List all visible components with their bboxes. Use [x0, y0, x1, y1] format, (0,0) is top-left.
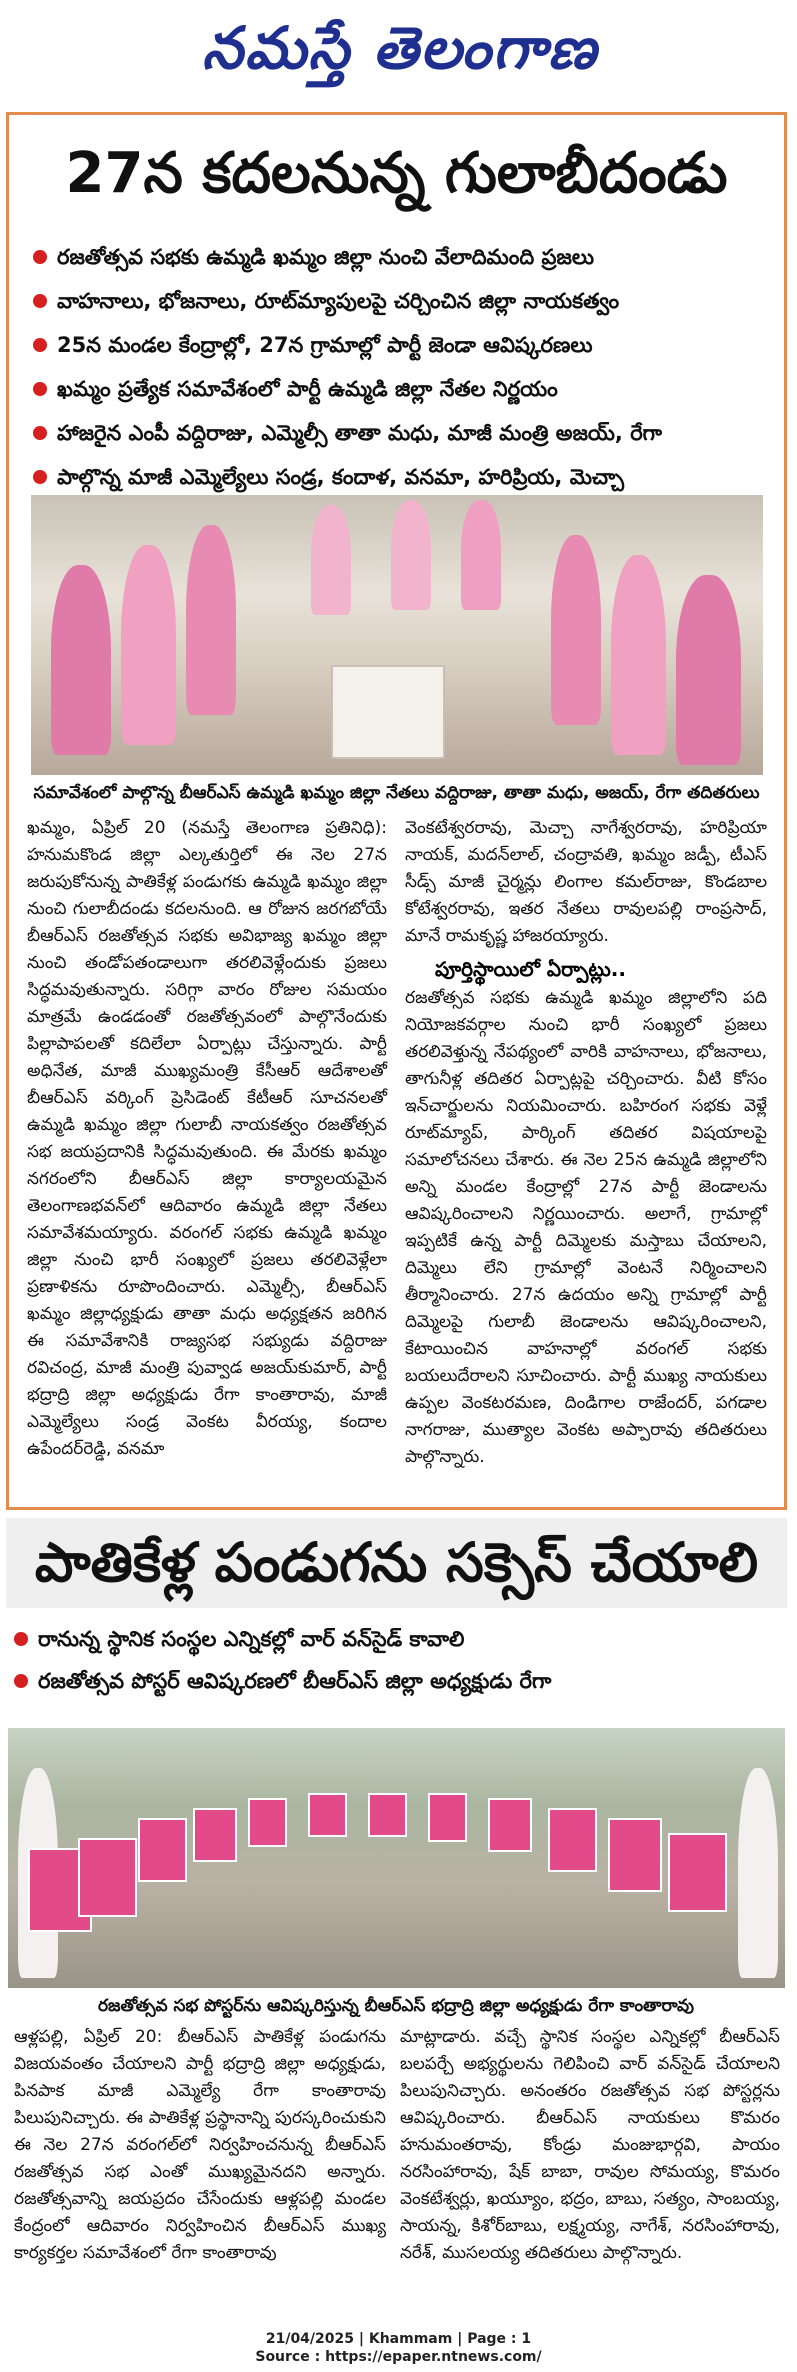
- article-2-column-left: [14, 2024, 387, 2263]
- person-figure: [551, 535, 601, 725]
- poster: [308, 1793, 347, 1837]
- page-footer: [0, 2330, 797, 2366]
- bullet-item: [29, 367, 769, 411]
- person-figure: [391, 500, 431, 610]
- person-figure: [311, 505, 351, 615]
- article-1-body-right-1: వెంకటేశ్వరరావు, మెచ్చా నాగేశ్వరరావు, హరిప్రియా నాయక్, మదన్‌లాల్, చంద్రావతి, ఖమ్మం జడ్పీ, టీఎస్ సీడ్స్ మాజీ చైర్మన్లు లింగాల కమల్‌రాజు, కొండబాల కోటేశ్వరరావు, ఇతర నేతలు రావులపల్లి రాంప్రసాద్, మానే రామకృష్ణ హాజరయ్యారు.: [405, 818, 767, 946]
- article-1: [6, 112, 787, 1510]
- person-figure: [461, 500, 501, 610]
- poster: [548, 1808, 597, 1872]
- article-2-column-right: [400, 2024, 780, 2263]
- person-figure: [186, 525, 236, 715]
- article-1-column-right: [405, 815, 767, 1495]
- poster: [248, 1798, 287, 1847]
- bullet-text: 25న మండల కేంద్రాల్లో, 27న గ్రామాల్లో పార్టీ జెండా ఆవిష్కరణలు: [57, 333, 593, 357]
- bullet-item: [29, 279, 769, 323]
- footer-date-line: 21/04/2025 | Khammam | Page : 1: [265, 2331, 532, 2347]
- poster: [428, 1793, 467, 1842]
- article-2: [6, 1518, 787, 2263]
- person-figure: [738, 1768, 778, 1978]
- masthead-logo: నమస్తే తెలంగాణ: [202, 14, 598, 82]
- article-1-bullets: [29, 235, 769, 499]
- article-2-photo: [8, 1728, 785, 1988]
- bullet-dot-icon: [14, 1632, 28, 1646]
- poster: [488, 1798, 532, 1852]
- poster: [193, 1808, 237, 1862]
- person-figure: [611, 555, 666, 755]
- article-2-body-right: మాట్లాడారు. వచ్చే స్థానిక సంస్థల ఎన్నికల్లో బీఆర్‌ఎస్ బలపర్చే అభ్యర్థులను గెలిపించి వార్ వన్‌సైడ్ చేయాలని పిలుపునిచ్చారు. అనంతరం రజతోత్సవ సభ పోస్టర్లను ఆవిష్కరించారు. బీఆర్‌ఎస్ నాయకులు కొమరం హనుమంతరావు, కోండ్రు మంజుభార్గవి, పాయం నరసింహారావు, షేక్ బాబా, రావుల సోమయ్య, కొమరం వెంకటేశ్వర్లు, ఖయ్యూం, భద్రం, బాబు, సత్యం, సాంబయ్య, సాయన్న, కిశోర్‌బాబు, లక్ష్మయ్య, నాగేశ్, నరసింహారావు, నరేశ్, ముసలయ్య తదితరులు పాల్గొన్నారు.: [400, 2027, 780, 2263]
- bullet-dot-icon: [33, 294, 47, 308]
- bullet-text: ఖమ్మం ప్రత్యేక సమావేశంలో పార్టీ ఉమ్మడి జిల్లా నేతల నిర్ణయం: [57, 377, 558, 401]
- bullet-text: పాల్గొన్న మాజీ ఎమ్మెల్యేలు సండ్ర, కందాళ, వనమా, హరిప్రియ, మెచ్చా: [57, 465, 625, 489]
- person-figure: [51, 565, 111, 755]
- bullet-dot-icon: [33, 250, 47, 264]
- article-1-headline: 27న కదలనున్న గులాబీదండు: [65, 141, 728, 206]
- article-2-photo-caption: రజతోత్సవ సభ పోస్టర్‌ను ఆవిష్కరిస్తున్న బీఆర్‌ఎస్ భద్రాద్రి జిల్లా అధ్యక్షుడు రేగా కాంతారావు: [97, 1996, 695, 2016]
- footer-source-link[interactable]: Source : https://epaper.ntnews.com/: [255, 2349, 542, 2365]
- bullet-item: [29, 323, 769, 367]
- article-1-subhead: పూర్తిస్థాయిలో ఏర్పాట్లు..: [435, 957, 626, 981]
- bullet-item: [12, 1660, 782, 1702]
- article-2-bullets: [12, 1618, 782, 1702]
- article-1-body-left: ఖమ్మం, ఏప్రిల్ 20 (నమస్తే తెలంగాణ ప్రతినిధి): హనుమకొండ జిల్లా ఎల్కతుర్తిలో ఈ నెల 27న జరుపుకోనున్న పాతికేళ్ల పండుగకు ఉమ్మడి ఖమ్మం జిల్లా నుంచి గులాబీదండు కదలనుంది. ఆ రోజున జరగబోయే బీఆర్‌ఎస్ రజతోత్సవ సభకు అవిభాజ్య ఖమ్మం జిల్లా నుంచి తండోపతండాలుగా తరలివెళ్లేందుకు ప్రజలు సిద్ధమవుతున్నారు. సరిగ్గా వారం రోజుల సమయం మాత్రమే ఉండడంతో రజతోత్సవంలో పాల్గొనేందుకు పిల్లాపాపలతో కదిలేలా ఏర్పాట్లు చేస్తున్నారు. పార్టీ అధినేత, మాజీ ముఖ్యమంత్రి కేసీఆర్ ఆదేశాలతో బీఆర్‌ఎస్ వర్కింగ్ ప్రెసిడెంట్ కేటీఆర్ సూచనలతో ఉమ్మడి ఖమ్మం జిల్లా గులాబీ నాయకత్వం రజతోత్సవ సభ జయప్రదానికి సిద్ధమవుతుంది. ఈ మేరకు ఖమ్మం నగరంలోని బీఆర్‌ఎస్ జిల్లా కార్యాలయమైన తెలంగాణభవన్‌లో ఆదివారం ఉమ్మడి జిల్లా నేతలు సమావేశమయ్యారు. వరంగల్ సభకు ఉమ్మడి ఖమ్మం జిల్లా నుంచి భారీ సంఖ్యలో ప్రజలు తరలివెళ్లేలా ప్రణాళికను రూపొందించారు. ఎమ్మెల్సీ, బీఆర్‌ఎస్ ఖమ్మం జిల్లాధ్యక్షుడు తాతా మధు అధ్యక్షతన జరిగిన ఈ సమావేశానికి రాజ్యసభ సభ్యుడు వద్దిరాజు రవిచంద్ర, మాజీ మంత్రి పువ్వాడ అజయ్‌కుమార్, పార్టీ భద్రాద్రి జిల్లా అధ్యక్షుడు రేగా కాంతారావు, మాజీ ఎమ్మెల్యేలు సండ్ర వెంకట వీరయ్య, కందాల ఉపేందర్‌రెడ్డి, వనమా: [27, 818, 387, 1459]
- bullet-dot-icon: [33, 382, 47, 396]
- poster: [608, 1818, 662, 1892]
- article-2-body-left: ఆళ్లపల్లి, ఏప్రిల్ 20: బీఆర్‌ఎస్ పాతికేళ్ల పండుగను విజయవంతం చేయాలని పార్టీ భద్రాద్రి జిల్లా అధ్యక్షుడు, పినపాక మాజీ ఎమ్మెల్యే రేగా కాంతారావు పిలుపునిచ్చారు. ఈ పాతికేళ్ల ప్రస్థానాన్ని పురస్కరించుకుని ఈ నెల 27న వరంగల్‌లో నిర్వహించనున్న బీఆర్‌ఎస్ రజతోత్సవ సభ ఎంతో ముఖ్యమైనదని అన్నారు. రజతోత్సవాన్ని జయప్రదం చేసేందుకు ఆళ్లపల్లి మండల కేంద్రంలో ఆదివారం నిర్వహించిన బీఆర్‌ఎస్ ముఖ్య కార్యకర్తల సమావేశంలో రేగా కాంతారావు: [14, 2027, 387, 2263]
- table: [331, 665, 445, 759]
- masthead: [0, 0, 797, 100]
- poster: [668, 1833, 727, 1912]
- bullet-text: రజతోత్సవ పోస్టర్ ఆవిష్కరణలో బీఆర్‌ఎస్ జిల్లా అధ్యక్షుడు రేగా: [38, 1669, 552, 1693]
- bullet-text: వాహనాలు, భోజనాలు, రూట్‌మ్యాపులపై చర్చించిన జిల్లా నాయకత్వం: [57, 289, 620, 313]
- bullet-dot-icon: [33, 338, 47, 352]
- article-1-body-right-2: రజతోత్సవ సభకు ఉమ్మడి ఖమ్మం జిల్లాలోని పది నియోజకవర్గాల నుంచి భారీ సంఖ్యలో ప్రజలు తరలివెళ్తున్న నేపథ్యంలో వారికి వాహనాలు, భోజనాలు, తాగునీళ్ల తదితర ఏర్పాట్లపై చర్చించారు. వీటి కోసం ఇన్‌చార్జులను నియమించారు. బహిరంగ సభకు వెళ్లే రూట్‌మ్యాప్, పార్కింగ్ తదితర విషయాలపై సమాలోచనలు చేశారు. ఈ నెల 25న ఉమ్మడి జిల్లాలోని అన్ని మండల కేంద్రాల్లో 27న పార్టీ జెండాలను ఆవిష్కరించాలని నిర్ణయించారు. అలాగే, గ్రామాల్లో ఇప్పటికే ఉన్న పార్టీ దిమ్మెలకు మస్తాబు చేయాలని, దిమ్మెలు లేని గ్రామాల్లో వెంటనే నిర్మించాలని తీర్మానించారు. 27న ఉదయం అన్ని గ్రామాల్లో పార్టీ దిమ్మెలపై గులాబీ జెండాలను ఆవిష్కరించాలని, కేటాయించిన వాహనాల్లో వరంగల్ సభకు బయలుదేరాలని సూచించారు. పార్టీ ముఖ్య నాయకులు ఉప్పల వెంకటరమణ, దిండిగాల రాజేందర్, పగడాల నాగరాజు, ముత్యాల వెంకట అప్పారావు తదితరులు పాల్గొన్నారు.: [405, 988, 767, 1467]
- bullet-item: [29, 455, 769, 499]
- bullet-text: రజతోత్సవ సభకు ఉమ్మడి ఖమ్మం జిల్లా నుంచి వేలాదిమంది ప్రజలు: [57, 245, 594, 269]
- article-2-headline: పాతికేళ్ల పండుగను సక్సెస్ చేయాలి: [6, 1518, 787, 1608]
- bullet-item: [12, 1618, 782, 1660]
- poster: [78, 1838, 137, 1917]
- bullet-dot-icon: [33, 470, 47, 484]
- bullet-item: [29, 235, 769, 279]
- article-1-photo: [31, 495, 763, 775]
- person-figure: [676, 575, 741, 765]
- bullet-dot-icon: [14, 1674, 28, 1688]
- bullet-text: రానున్న స్థానిక సంస్థల ఎన్నికల్లో వార్ వన్‌సైడ్ కావాలి: [38, 1627, 465, 1651]
- article-1-column-left: [27, 815, 387, 1495]
- poster: [138, 1818, 187, 1882]
- bullet-dot-icon: [33, 426, 47, 440]
- article-1-photo-caption: సమావేశంలో పాల్గొన్న బీఆర్‌ఎస్ ఉమ్మడి ఖమ్మం జిల్లా నేతలు వద్దిరాజు, తాతా మధు, అజయ్, రేగా తదితరులు: [33, 783, 760, 803]
- bullet-item: [29, 411, 769, 455]
- poster: [368, 1793, 407, 1837]
- bullet-text: హాజరైన ఎంపీ వద్దిరాజు, ఎమ్మెల్సీ తాతా మధు, మాజీ మంత్రి అజయ్, రేగా: [57, 421, 663, 445]
- person-figure: [121, 545, 176, 745]
